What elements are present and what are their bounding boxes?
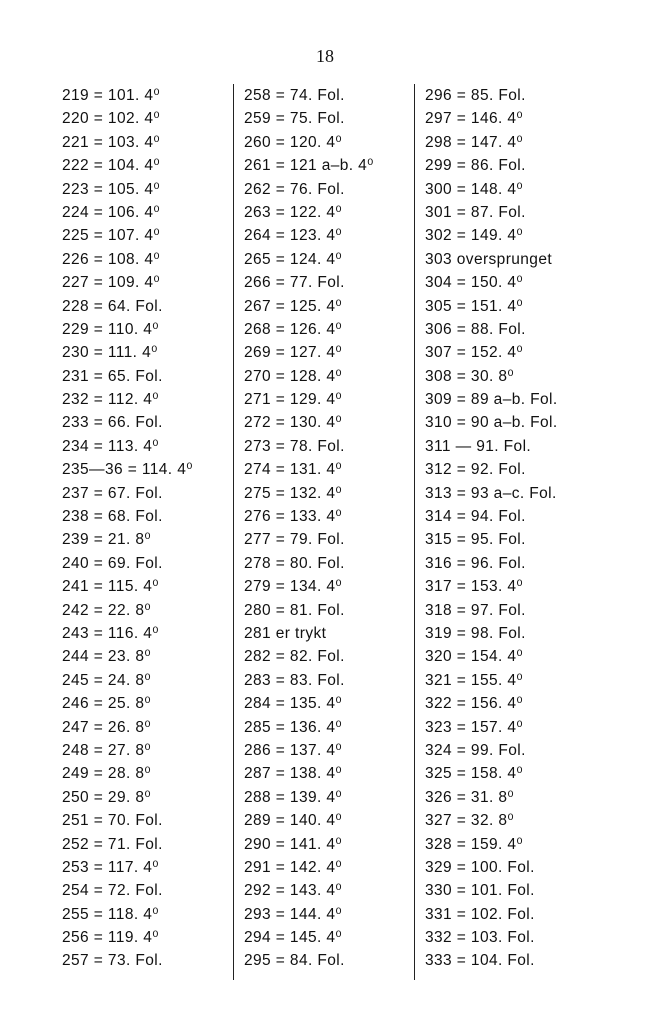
list-item: 307 = 152. 4⁰ (425, 344, 524, 362)
list-item: 322 = 156. 4⁰ (425, 695, 524, 713)
list-item: 245 = 24. 8⁰ (62, 671, 152, 689)
list-item: 241 = 115. 4⁰ (62, 578, 159, 596)
list-item: 274 = 131. 4⁰ (244, 461, 343, 479)
list-item: 317 = 153. 4⁰ (425, 578, 524, 596)
list-item: 235—36 = 114. 4⁰ (62, 461, 193, 479)
list-item: 315 = 95. Fol. (425, 531, 526, 549)
list-item: 320 = 154. 4⁰ (425, 648, 524, 666)
list-item: 262 = 76. Fol. (244, 180, 345, 198)
list-item: 273 = 78. Fol. (244, 437, 345, 455)
list-item: 286 = 137. 4⁰ (244, 741, 343, 759)
list-item: 269 = 127. 4⁰ (244, 344, 343, 362)
list-item: 248 = 27. 8⁰ (62, 741, 152, 759)
list-item: 267 = 125. 4⁰ (244, 297, 343, 315)
list-item: 265 = 124. 4⁰ (244, 250, 343, 268)
list-item: 299 = 86. Fol. (425, 157, 526, 175)
list-item: 310 = 90 a–b. Fol. (425, 414, 558, 432)
list-item: 250 = 29. 8⁰ (62, 788, 152, 806)
list-item: 283 = 83. Fol. (244, 671, 345, 689)
list-item: 296 = 85. Fol. (425, 87, 526, 104)
list-item: 240 = 69. Fol. (62, 554, 163, 572)
list-item: 220 = 102. 4⁰ (62, 110, 161, 128)
list-item: 327 = 32. 8⁰ (425, 812, 515, 830)
list-item: 253 = 117. 4⁰ (62, 858, 159, 876)
list-item: 242 = 22. 8⁰ (62, 601, 152, 619)
list-item: 281 er trykt (244, 624, 327, 642)
list-item: 239 = 21. 8⁰ (62, 531, 152, 549)
list-item: 246 = 25. 8⁰ (62, 695, 152, 713)
list-item: 331 = 102. Fol. (425, 905, 535, 923)
list-item: 233 = 66. Fol. (62, 414, 163, 432)
list-item: 258 = 74. Fol. (244, 87, 345, 104)
list-item: 277 = 79. Fol. (244, 531, 345, 549)
list-item: 313 = 93 a–c. Fol. (425, 484, 557, 502)
list-item: 223 = 105. 4⁰ (62, 180, 161, 198)
list-item: 252 = 71. Fol. (62, 835, 163, 853)
list-item: 279 = 134. 4⁰ (244, 578, 343, 596)
list-item: 284 = 135. 4⁰ (244, 695, 343, 713)
list-item: 276 = 133. 4⁰ (244, 508, 343, 526)
list-item: 280 = 81. Fol. (244, 601, 345, 619)
list-item: 225 = 107. 4⁰ (62, 227, 161, 245)
list-item: 224 = 106. 4⁰ (62, 203, 161, 221)
list-item: 321 = 155. 4⁰ (425, 671, 524, 689)
list-item: 228 = 64. Fol. (62, 297, 163, 315)
list-item: 257 = 73. Fol. (62, 952, 163, 970)
list-item: 301 = 87. Fol. (425, 203, 526, 221)
column-2 (233, 84, 413, 980)
list-item: 238 = 68. Fol. (62, 508, 163, 526)
list-item: 330 = 101. Fol. (425, 882, 535, 900)
list-item: 295 = 84. Fol. (244, 952, 345, 970)
list-item: 256 = 119. 4⁰ (62, 929, 159, 947)
list-item: 222 = 104. 4⁰ (62, 157, 161, 175)
list-item: 325 = 158. 4⁰ (425, 765, 524, 783)
list-item: 289 = 140. 4⁰ (244, 812, 343, 830)
list-item: 293 = 144. 4⁰ (244, 905, 343, 923)
list-item: 319 = 98. Fol. (425, 624, 526, 642)
list-item: 305 = 151. 4⁰ (425, 297, 524, 315)
list-item: 292 = 143. 4⁰ (244, 882, 343, 900)
list-item: 272 = 130. 4⁰ (244, 414, 343, 432)
list-item: 300 = 148. 4⁰ (425, 180, 524, 198)
list-item: 297 = 146. 4⁰ (425, 110, 524, 128)
list-item: 229 = 110. 4⁰ (62, 320, 159, 338)
list-item: 244 = 23. 8⁰ (62, 648, 152, 666)
list-item: 333 = 104. Fol. (425, 952, 535, 970)
list-item: 227 = 109. 4⁰ (62, 274, 161, 292)
list-item: 285 = 136. 4⁰ (244, 718, 343, 736)
list-item: 288 = 139. 4⁰ (244, 788, 343, 806)
list-item: 260 = 120. 4⁰ (244, 133, 343, 151)
list-item: 259 = 75. Fol. (244, 110, 345, 128)
list-item: 247 = 26. 8⁰ (62, 718, 152, 736)
column-1 (62, 84, 232, 980)
list-item: 230 = 111. 4⁰ (62, 344, 158, 362)
list-item: 326 = 31. 8⁰ (425, 788, 515, 806)
list-item: 290 = 141. 4⁰ (244, 835, 343, 853)
list-item: 275 = 132. 4⁰ (244, 484, 343, 502)
list-item: 311 — 91. Fol. (425, 437, 532, 455)
list-item: 268 = 126. 4⁰ (244, 320, 343, 338)
list-item: 237 = 67. Fol. (62, 484, 163, 502)
list-item: 306 = 88. Fol. (425, 320, 526, 338)
list-item: 266 = 77. Fol. (244, 274, 345, 292)
list-item: 254 = 72. Fol. (62, 882, 163, 900)
list-item: 291 = 142. 4⁰ (244, 858, 343, 876)
list-item: 221 = 103. 4⁰ (62, 133, 161, 151)
column-3 (414, 84, 604, 980)
list-item: 263 = 122. 4⁰ (244, 203, 343, 221)
list-item: 309 = 89 a–b. Fol. (425, 391, 558, 409)
list-item: 287 = 138. 4⁰ (244, 765, 343, 783)
list-item: 261 = 121 a–b. 4⁰ (244, 157, 374, 175)
list-item: 308 = 30. 8⁰ (425, 367, 515, 385)
list-item: 328 = 159. 4⁰ (425, 835, 524, 853)
list-item: 255 = 118. 4⁰ (62, 905, 159, 923)
list-item: 282 = 82. Fol. (244, 648, 345, 666)
list-item: 231 = 65. Fol. (62, 367, 163, 385)
list-item: 318 = 97. Fol. (425, 601, 526, 619)
list-item: 323 = 157. 4⁰ (425, 718, 524, 736)
list-item: 234 = 113. 4⁰ (62, 437, 159, 455)
list-item: 312 = 92. Fol. (425, 461, 526, 479)
list-item: 304 = 150. 4⁰ (425, 274, 524, 292)
list-item: 226 = 108. 4⁰ (62, 250, 161, 268)
list-item: 298 = 147. 4⁰ (425, 133, 524, 151)
list-item: 251 = 70. Fol. (62, 812, 163, 830)
page-number: 18 (316, 46, 334, 66)
list-item: 332 = 103. Fol. (425, 929, 535, 947)
list-item: 278 = 80. Fol. (244, 554, 345, 572)
list-item: 243 = 116. 4⁰ (62, 624, 159, 642)
list-item: 329 = 100. Fol. (425, 858, 535, 876)
list-item: 316 = 96. Fol. (425, 554, 526, 572)
list-item: 271 = 129. 4⁰ (244, 391, 343, 409)
list-item: 294 = 145. 4⁰ (244, 929, 343, 947)
list-item: 302 = 149. 4⁰ (425, 227, 524, 245)
list-item: 219 = 101. 4⁰ (62, 87, 161, 104)
list-item: 303 oversprunget (425, 250, 553, 268)
list-item: 264 = 123. 4⁰ (244, 227, 343, 245)
list-item: 249 = 28. 8⁰ (62, 765, 152, 783)
list-item: 232 = 112. 4⁰ (62, 391, 159, 409)
list-item: 270 = 128. 4⁰ (244, 367, 343, 385)
list-item: 314 = 94. Fol. (425, 508, 526, 526)
list-item: 324 = 99. Fol. (425, 741, 526, 759)
